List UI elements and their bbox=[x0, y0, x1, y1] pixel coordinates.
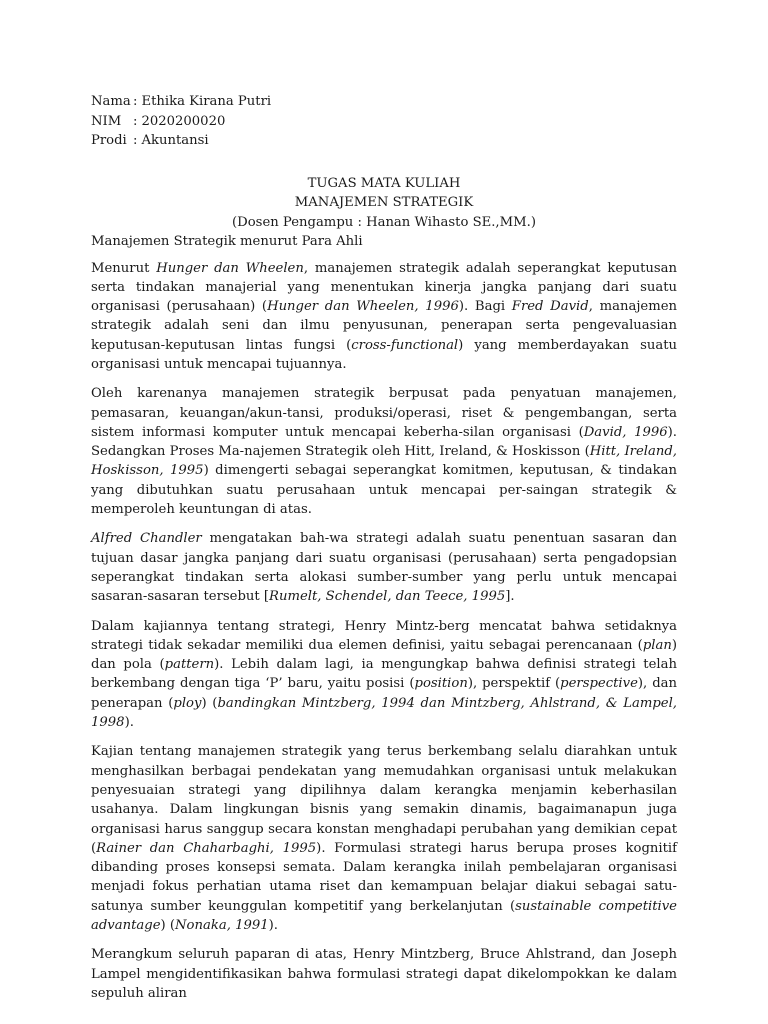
italic-run: David, 1996 bbox=[583, 424, 668, 440]
text-run: mengatakan bah-wa strategi adalah suatu penentuan sasaran dan tujuan dasar jangka panjang dari suatu organisasi (perusahaan) serta pengadopsian seperangkat tindakan serta alokasi sumber-sumber yang perlu untuk mencapai sasaran-sasaran tersebut [ bbox=[91, 531, 677, 605]
ident-separator: : bbox=[133, 133, 138, 148]
ident-separator: : bbox=[133, 94, 138, 109]
text-run: ). Sedangkan Proses Ma-najemen Strategik oleh Hitt, Ireland, & Hoskisson ( bbox=[91, 424, 677, 460]
text-run: ]. bbox=[505, 589, 515, 605]
paragraph-5 bbox=[91, 742, 677, 935]
italic-run: plan bbox=[642, 637, 672, 653]
italic-run: bandingkan Mintzberg, 1994 dan Mintzberg, Ahlstrand, & Lampel, 1998 bbox=[91, 695, 677, 731]
ident-value: Akuntansi bbox=[141, 133, 209, 148]
ident-row-nim bbox=[91, 112, 677, 132]
text-run: ). Formulasi strategi harus berupa proses kognitif dibanding proses konsepsi semata. Dalam kerangka inilah pembelajaran organisasi menjadi fokus perhatian utama riset dan kemampuan belajar diakui sebagai satu-satunya sumber keunggulan kompetitif yang berkelanjutan ( bbox=[91, 840, 677, 914]
italic-run: Rumelt, Schendel, dan Teece, 1995 bbox=[269, 589, 506, 605]
student-identity bbox=[91, 92, 677, 151]
text-run: ). Lebih dalam lagi, ia mengungkap bahwa definisi strategi telah berkembang dengan tiga ‘P’ baru, yaitu posisi ( bbox=[91, 657, 677, 692]
text-run: ), dan penerapan ( bbox=[91, 676, 677, 711]
italic-run: Rainer dan Chaharbaghi, 1995 bbox=[96, 840, 317, 856]
text-run: Menurut bbox=[91, 260, 157, 276]
section-heading: Manajemen Strategik menurut Para Ahli bbox=[91, 234, 363, 249]
text-run: , manajemen strategik adalah seperangkat keputusan serta tindakan manajerial yang menentukan kinerja jangka panjang dari suatu organisasi (perusahaan) ( bbox=[91, 260, 677, 315]
header-line-2: MANAJEMEN STRATEGIK bbox=[294, 195, 474, 210]
assignment-header bbox=[91, 174, 677, 233]
italic-run: Hunger dan Wheelen bbox=[156, 260, 304, 276]
italic-run: perspective bbox=[560, 676, 638, 692]
text-run: ). Bagi bbox=[458, 299, 512, 315]
ident-row-name bbox=[91, 92, 677, 112]
text-run: Oleh karenanya manajemen strategik berpusat pada penyatuan manajemen, pemasaran, keuangan/akun-tansi, produksi/operasi, riset & pengembangan, serta sistem informasi komputer untuk mencapai keberha-silan organisasi ( bbox=[91, 386, 677, 440]
italic-run: Alfred Chandler bbox=[91, 531, 202, 547]
text-run: Dalam kajiannya tentang strategi, Henry Mintz-berg mencatat bahwa setidaknya strategi tidak sekadar memiliki dua elemen definisi, yaitu sebagai perencanaan ( bbox=[91, 618, 677, 653]
paragraph-1 bbox=[91, 259, 677, 375]
header-line-1: TUGAS MATA KULIAH bbox=[307, 175, 461, 191]
text-run: ) yang memberdayakan suatu organisasi untuk mencapai tujuannya. bbox=[91, 337, 677, 372]
ident-label: NIM bbox=[91, 113, 122, 129]
text-run: , manajemen strategik adalah seni dan ilmu penyusunan, penerapan serta pengevaluasian keputusan-keputusan lintas fungsi ( bbox=[91, 299, 678, 353]
paragraph-6 bbox=[91, 945, 677, 1003]
ident-label: Nama bbox=[91, 94, 131, 109]
paragraph-3 bbox=[91, 529, 677, 606]
italic-run: ploy bbox=[173, 695, 202, 711]
ident-separator: : bbox=[133, 113, 138, 129]
header-line-3: (Dosen Pengampu : Hanan Wihasto SE.,MM.) bbox=[232, 214, 536, 230]
italic-run: pattern bbox=[164, 657, 215, 673]
paragraph-2 bbox=[91, 384, 677, 519]
text-run: ) ( bbox=[201, 695, 218, 711]
text-run: Merangkum seluruh paparan di atas, Henry Mintzberg, Bruce Ahlstrand, dan Joseph Lampel mengidentifikasikan bahwa formulasi strategi dapat dikelompokkan ke dalam sepuluh aliran bbox=[91, 947, 677, 1001]
italic-run: Nonaka, 1991 bbox=[175, 918, 269, 933]
italic-run: Hitt, Ireland, Hoskisson, 1995 bbox=[91, 444, 677, 479]
text-run: ). bbox=[268, 918, 278, 933]
paragraph-4 bbox=[91, 617, 677, 733]
text-run: ), perspektif ( bbox=[467, 676, 561, 692]
ident-row-prodi bbox=[91, 131, 677, 151]
italic-run: Fred David bbox=[511, 299, 589, 315]
italic-run: Hunger dan Wheelen, 1996 bbox=[267, 299, 459, 315]
ident-value: 2020200020 bbox=[141, 113, 226, 129]
italic-run: position bbox=[414, 676, 468, 692]
italic-run: sustainable competitive advantage bbox=[91, 898, 677, 933]
ident-label: Prodi bbox=[91, 133, 127, 148]
ident-value: Ethika Kirana Putri bbox=[141, 94, 272, 109]
text-run: Kajian tentang manajemen strategik yang terus berkembang selalu diarahkan untuk menghasilkan berbagai pendekatan yang memudahkan organisasi untuk melakukan penyesuaian strategi yang dipilihnya dalam kerangka menjamin keberhasilan usahanya. Dalam lingkungan bisnis yang semakin dinamis, bagaimanapun juga organisasi harus sanggup secara konstan menghadapi perubahan yang demikian cepat ( bbox=[91, 744, 677, 856]
text-run: ) dan pola ( bbox=[91, 637, 677, 673]
text-run: ) ( bbox=[160, 918, 176, 933]
text-run: ) dimengerti sebagai seperangkat komitmen, keputusan, & tindakan yang dibutuhkan suatu perusahaan untuk mencapai per-saingan strategik & memperoleh keuntungan di atas. bbox=[91, 463, 677, 518]
italic-run: cross-functional bbox=[351, 337, 459, 353]
text-run: ). bbox=[124, 715, 134, 731]
